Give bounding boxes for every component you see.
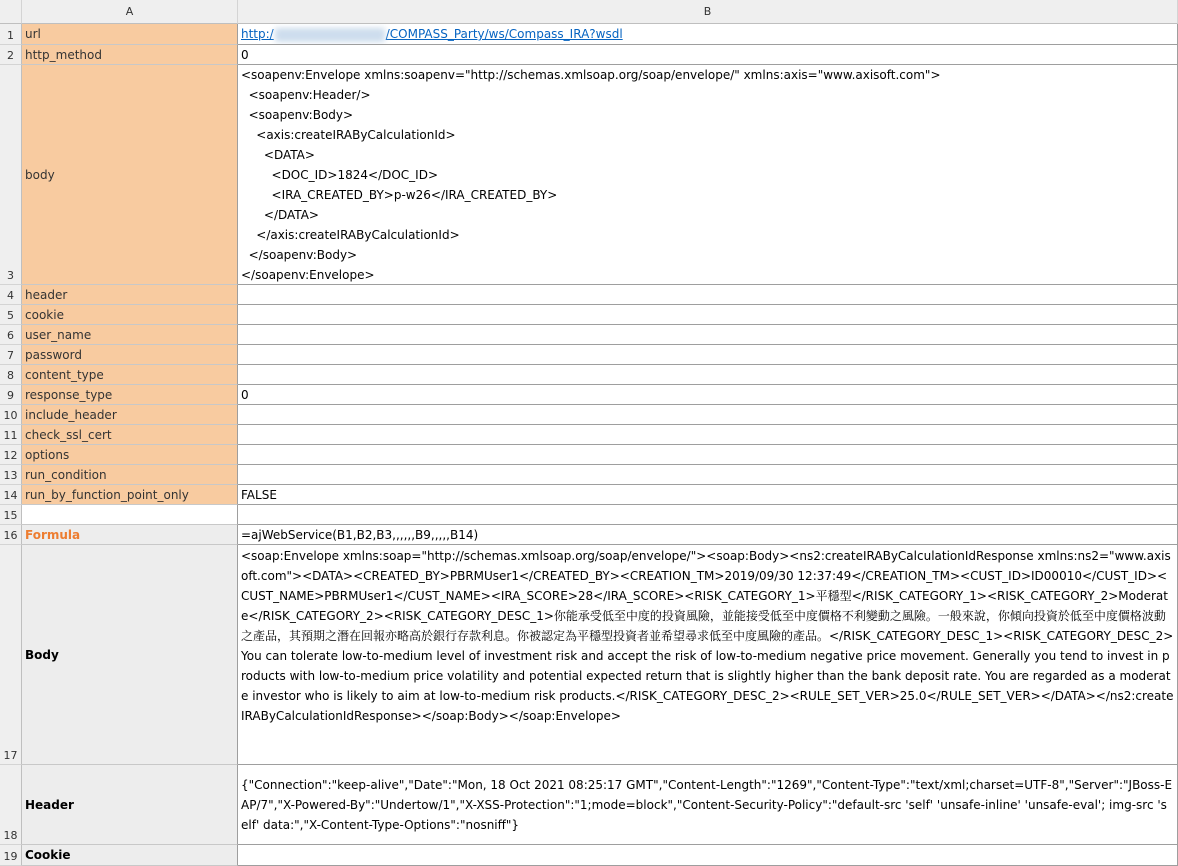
cell-a12[interactable]: options (22, 445, 238, 465)
cell-a1[interactable]: url (22, 24, 238, 45)
row-header-3[interactable]: 3 (0, 65, 22, 285)
row-header-6[interactable]: 6 (0, 325, 22, 345)
cell-b1[interactable] (238, 24, 1178, 45)
row-header-19[interactable]: 19 (0, 845, 22, 866)
url-link[interactable] (241, 24, 623, 44)
row-header-4[interactable]: 4 (0, 285, 22, 305)
cell-b18[interactable]: {"Connection":"keep-alive","Date":"Mon, 18 Oct 2021 08:25:17 GMT","Content-Length":"1269","Content-Type":"text/xml;charset=UTF-8","Server":"JBoss-EAP/7","X-Powered-By":"Undertow/1","X-XSS-Protection":"1;mode=block","Content-Security-Policy":"default-src 'self' 'unsafe-inline' 'unsafe-eval'; img-src 'self' data:","X-Content-Type-Options":"nosniff"} (238, 765, 1178, 845)
cell-b4[interactable] (238, 285, 1178, 305)
url-prefix: http:/ (241, 27, 274, 41)
row-header-5[interactable]: 5 (0, 305, 22, 325)
cell-a5[interactable]: cookie (22, 305, 238, 325)
cell-a14[interactable]: run_by_function_point_only (22, 485, 238, 505)
row-header-15[interactable]: 15 (0, 505, 22, 525)
cell-a4[interactable]: header (22, 285, 238, 305)
row-header-11[interactable]: 11 (0, 425, 22, 445)
row-header-16[interactable]: 16 (0, 525, 22, 545)
cell-b3[interactable]: <soapenv:Envelope xmlns:soapenv="http://schemas.xmlsoap.org/soap/envelope/" xmlns:axis="www.axisoft.com"> <soapenv:Header/> <soapenv:Body> <axis:createIRAByCalculationId> <DATA> <DOC_ID>1824</DOC_ID> <IRA_CREATED_BY>p-w26</IRA_CREATED_BY> </DATA> </axis:createIRAByCalculationId> </soapenv:Body> </soapenv:Envelope> (238, 65, 1178, 285)
row-header-13[interactable]: 13 (0, 465, 22, 485)
cell-b12[interactable] (238, 445, 1178, 465)
cell-a3[interactable]: body (22, 65, 238, 285)
cell-a18[interactable]: Header (22, 765, 238, 845)
cell-b5[interactable] (238, 305, 1178, 325)
cell-b15[interactable] (238, 505, 1178, 525)
cell-a17[interactable]: Body (22, 545, 238, 765)
cell-b13[interactable] (238, 465, 1178, 485)
row-header-10[interactable]: 10 (0, 405, 22, 425)
cell-a9[interactable]: response_type (22, 385, 238, 405)
cell-a19[interactable]: Cookie (22, 845, 238, 866)
row-header-12[interactable]: 12 (0, 445, 22, 465)
cell-a15[interactable] (22, 505, 238, 525)
row-header-9[interactable]: 9 (0, 385, 22, 405)
cell-a6[interactable]: user_name (22, 325, 238, 345)
cell-b2[interactable]: 0 (238, 45, 1178, 65)
row-header-2[interactable]: 2 (0, 45, 22, 65)
row-header-1[interactable]: 1 (0, 24, 22, 45)
cell-b9[interactable]: 0 (238, 385, 1178, 405)
cell-b17[interactable]: <soap:Envelope xmlns:soap="http://schemas.xmlsoap.org/soap/envelope/"><soap:Body><ns2:createIRAByCalculationIdResponse xmlns:ns2="www.axisoft.com"><DATA><CREATED_BY>PBRMUser1</CREATED_BY><CREATION_TM>2019/09/30 12:37:49</CREATION_TM><CUST_ID>ID00010</CUST_ID><CUST_NAME>PBRMUser1</CUST_NAME><IRA_SCORE>28</IRA_SCORE><RISK_CATEGORY_1>平穩型</RISK_CATEGORY_1><RISK_CATEGORY_2>Moderate</RISK_CATEGORY_2><RISK_CATEGORY_DESC_1>你能承受低至中度的投資風險，並能接受低至中度價格不利變動之風險。一般來說，你傾向投資於低至中度價格波動之產品，其預期之潛在回報亦略高於銀行存款利息。你被認定為平穩型投資者並希望尋求低至中度風險的產品。</RISK_CATEGORY_DESC_1><RISK_CATEGORY_DESC_2>You can tolerate low-to-medium level of investment risk and accept the risk of low-to-medium negative price movement. Generally you tend to invest in products with low-to-medium price volatility and potential expected return that is slightly higher than the bank deposit rate. You are regarded as a moderate investor who is likely to aim at low-to-medium risk products.</RISK_CATEGORY_DESC_2><RULE_SET_VER>25.0</RULE_SET_VER></DATA></ns2:createIRAByCalculationIdResponse></soap:Body></soap:Envelope> (238, 545, 1178, 765)
cell-a8[interactable]: content_type (22, 365, 238, 385)
cell-b10[interactable] (238, 405, 1178, 425)
cell-b8[interactable] (238, 365, 1178, 385)
row-header-18[interactable]: 18 (0, 765, 22, 845)
row-header-14[interactable]: 14 (0, 485, 22, 505)
url-suffix: /COMPASS_Party/ws/Compass_IRA?wsdl (385, 27, 623, 41)
cell-b11[interactable] (238, 425, 1178, 445)
row-header-17[interactable]: 17 (0, 545, 22, 765)
select-all-corner[interactable] (0, 0, 22, 24)
cell-b16[interactable]: =ajWebService(B1,B2,B3,,,,,,B9,,,,,B14) (238, 525, 1178, 545)
cell-a11[interactable]: check_ssl_cert (22, 425, 238, 445)
cell-b14[interactable]: FALSE (238, 485, 1178, 505)
column-header-b[interactable]: B (238, 0, 1178, 24)
cell-a10[interactable]: include_header (22, 405, 238, 425)
cell-b19[interactable] (238, 845, 1178, 866)
cell-b7[interactable] (238, 345, 1178, 365)
row-header-8[interactable]: 8 (0, 365, 22, 385)
column-header-a[interactable]: A (22, 0, 238, 24)
cell-b6[interactable] (238, 325, 1178, 345)
redacted-host (275, 28, 385, 42)
cell-a2[interactable]: http_method (22, 45, 238, 65)
cell-a16[interactable]: Formula (22, 525, 238, 545)
row-header-7[interactable]: 7 (0, 345, 22, 365)
cell-a7[interactable]: password (22, 345, 238, 365)
cell-a13[interactable]: run_condition (22, 465, 238, 485)
